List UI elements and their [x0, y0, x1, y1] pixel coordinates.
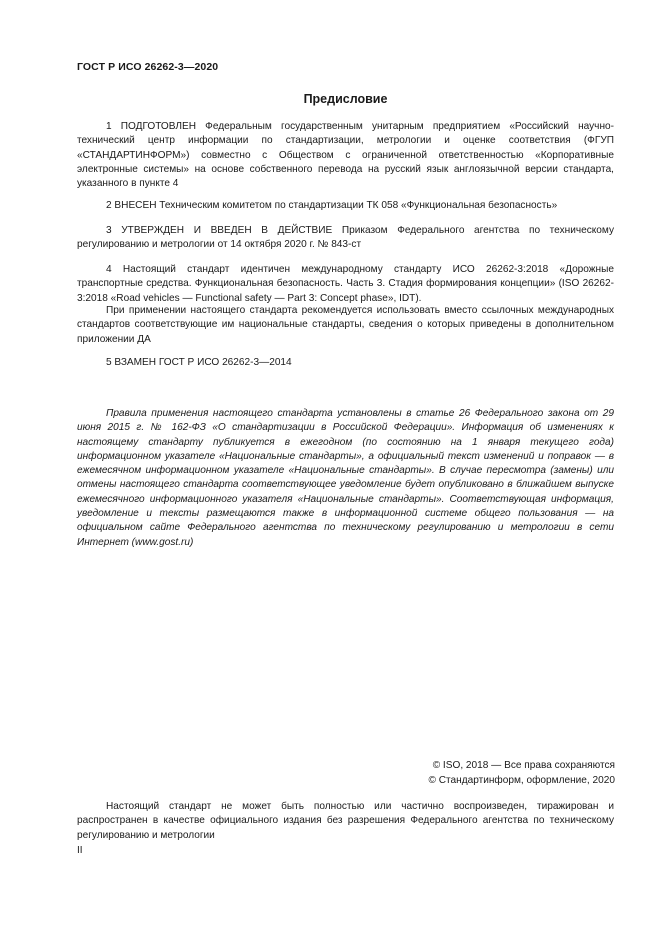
paragraph-references: При применении настоящего стандарта рекомендуется использовать вместо ссылочных международных стандартов соответствующие им национальные стандарты, сведения о которых приведены в дополнительном приложении ДА: [77, 305, 614, 345]
paragraph-replaces: 5 ВЗАМЕН ГОСТ Р ИСО 26262-3—2014: [106, 357, 292, 368]
paragraph-approved: 3 УТВЕРЖДЕН И ВВЕДЕН В ДЕЙСТВИЕ Приказом Федерального агентства по техническому регулированию и метрологии от 14 октября 2020 г. № 843-ст: [77, 225, 614, 251]
document-header: ГОСТ Р ИСО 26262-3—2020: [77, 61, 219, 73]
reproduction-notice: Настоящий стандарт не может быть полностью или частично воспроизведен, тиражирован и распространен в качестве официального издания без разрешения Федерального агентства по техническому регулированию и метрологии: [77, 801, 614, 841]
application-rules-notice: Правила применения настоящего стандарта установлены в статье 26 Федерального закона от 29 июня 2015 г. № 162-ФЗ «О стандартизации в Российской Федерации». Информация об изменениях к настоящему стандарту публикуется в ежегодном (по состоянию на 1 января текущего года) информационном указателе «Национальные стандарты», а официальный текст изменений и поправок — в ежемесячном информационном указателе «Национальные стандарты». В случае пересмотра (замены) или отмены настоящего стандарта соответствующее уведомление будет опубликовано в ближайшем выпуске ежемесячного информационного указателя «Национальные стандарты». Соответствующая информация, уведомление и тексты размещаются также в информационной системе общего пользования — на официальном сайте Федерального агентства по техническому регулированию и метрологии в сети Интернет (www.gost.ru): [77, 408, 614, 548]
copyright-iso: © ISO, 2018 — Все права сохраняются: [432, 760, 615, 771]
page-title: Предисловие: [303, 92, 388, 106]
page-number: II: [77, 845, 83, 856]
copyright-standartinform: © Стандартинформ, оформление, 2020: [428, 775, 615, 786]
paragraph-prepared: 1 ПОДГОТОВЛЕН Федеральным государственным унитарным предприятием «Российский научно-технический центр информации по стандартизации, метрологии и оценке соответствия (ФГУП «СТАНДАРТИНФОРМ») совместно с Обществом с ограниченной ответственностью «Корпоративные электронные системы» на основе собственного перевода на русский язык англоязычной версии стандарта, указанного в пункте 4: [77, 121, 614, 190]
paragraph-submitted: 2 ВНЕСЕН Техническим комитетом по стандартизации ТК 058 «Функциональная безопасность»: [106, 200, 558, 211]
paragraph-identical: 4 Настоящий стандарт идентичен международному стандарту ИСО 26262-3:2018 «Дорожные транспортные средства. Функциональная безопасность. Часть 3. Стадия формирования концепции» (ISO 26262-3:2018 «Road vehicles — Functional safety — Part 3: Concept phase», IDT).: [77, 264, 614, 304]
